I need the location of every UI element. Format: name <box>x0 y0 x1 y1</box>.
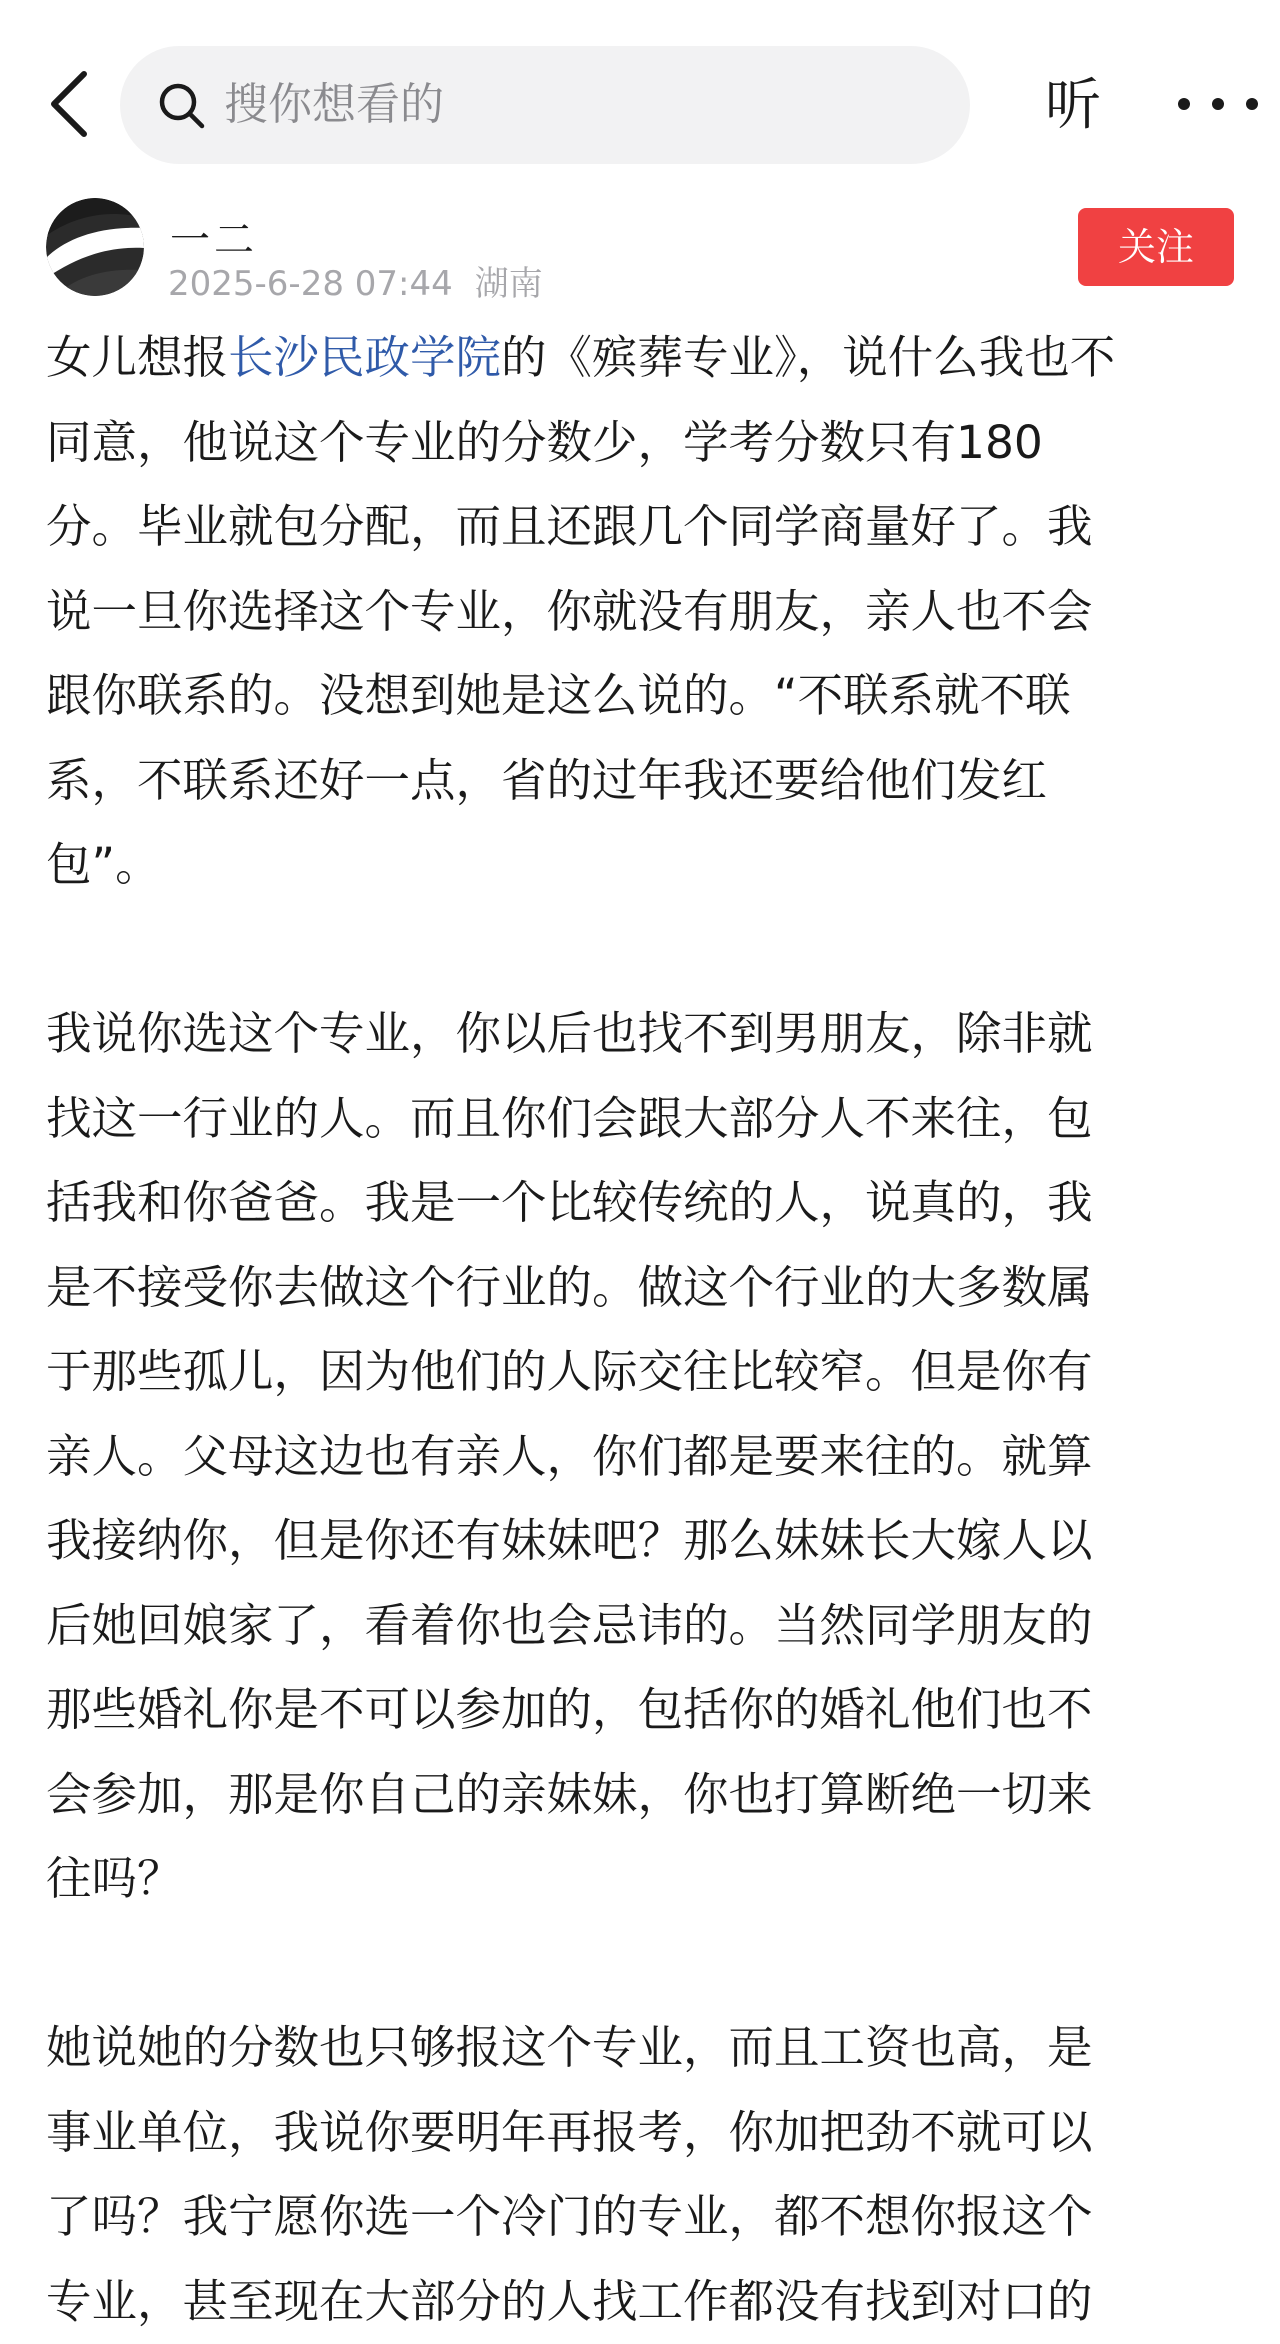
article-paragraph-2: 我说你选这个专业，你以后也找不到男朋友，除非就 找这一行业的人。而且你们会跟大部分人不来往，包 括我和你爸爸。我是一个比较传统的人，说真的，我 是不接受你去做这个行业的。做这个行业的大多数属 于那些孤儿，因为他们的人际交往比较窄。但是你有 亲人。父母这边也有亲人，你们都是要来往的。就算 我接纳你，但是你还有妹妹吧？那么妹妹长大嫁人以 后她回娘家了，看着你也会忌讳的。当然同学朋友的 那些婚礼你是不可以参加的，包括你的婚礼他们也不 会参加，那是你自己的亲妹妹，你也打算断绝一切来 往吗？ <box>46 1007 1093 1905</box>
follow-button[interactable]: 关注 <box>1078 208 1234 286</box>
post-location: 湖南 <box>474 264 543 304</box>
article-paragraph-3: 她说她的分数也只够报这个专业，而且工资也高，是 事业单位，我说你要明年再报考，你加把劲不就可以 了吗？我宁愿你选一个冷门的专业，都不想你报这个 专业，甚至现在大部分的人找工作都没有找到对口的 <box>46 2021 1093 2328</box>
top-bar <box>0 0 1280 190</box>
search-input[interactable] <box>120 46 970 164</box>
search-placeholder: 搜你想看的 <box>224 79 444 130</box>
back-button[interactable] <box>44 68 100 140</box>
listen-button[interactable]: 听 <box>1045 73 1101 138</box>
article-text: 女儿想报 <box>46 331 229 384</box>
article-paragraph-1 <box>46 316 1244 908</box>
chevron-left-icon <box>44 68 100 140</box>
post-meta <box>168 256 543 305</box>
author-name[interactable]: 一二 <box>170 217 258 263</box>
article-body <box>46 316 1244 2344</box>
more-dots-icon <box>1166 84 1270 124</box>
search-icon <box>156 80 208 132</box>
avatar-image <box>46 198 144 296</box>
post-datetime: 2025-6-28 07:44 <box>168 264 453 304</box>
school-link[interactable]: 长沙民政学院 <box>228 331 502 384</box>
article-text: 的《殡葬专业》，说什么我也不 同意，他说这个专业的分数少，学考分数只有180 分。毕业就包分配，而且还跟几个同学商量好了。我 说一旦你选择这个专业，你就没有朋友，亲人也不会 跟你联系的。没想到她是这么说的。“不联系就不联 系，不联系还好一点，省的过年我还要给他们发红 包”。 <box>46 331 1116 891</box>
more-button[interactable] <box>1166 84 1270 124</box>
avatar[interactable] <box>46 198 144 296</box>
